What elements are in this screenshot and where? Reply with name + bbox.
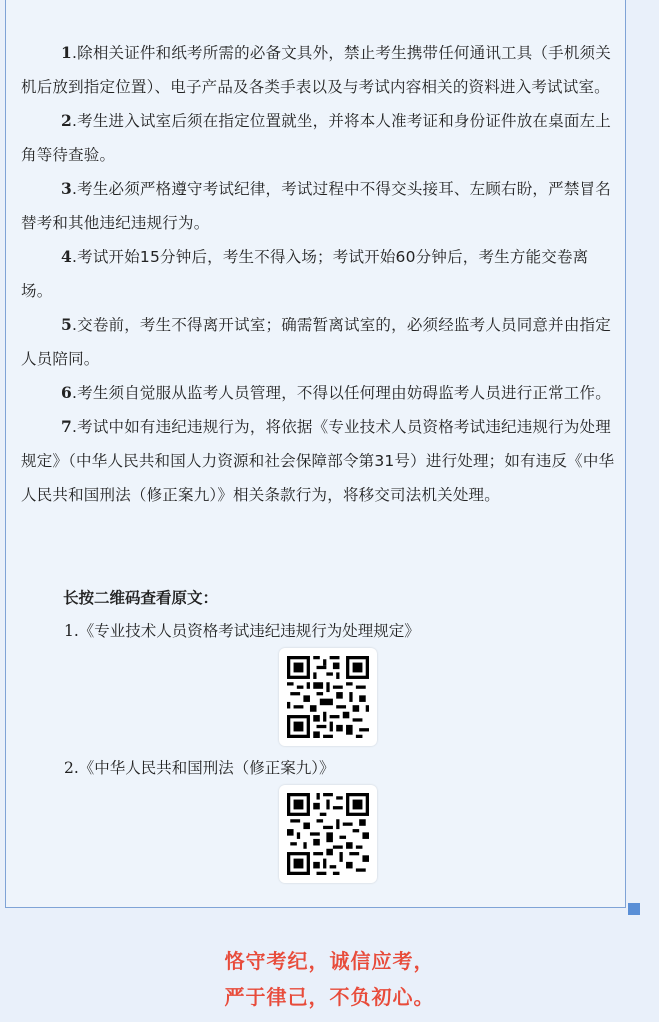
rule-text: .考试中如有违纪违规行为，将依据《专业技术人员资格考试违纪违规行为处理规定》（中华人民共和国人力资源和社会保障部令第31号）进行处理；如有违反《中华人民共和国刑法（修正案九）》相关条款行为，将移交司法机关处理。 — [21, 418, 615, 504]
corner-square — [628, 903, 640, 915]
slogan-line-1: 恪守考纪，诚信应考， — [224, 949, 435, 973]
rule-item — [21, 172, 617, 240]
reference-number: 1. — [64, 622, 79, 640]
rule-text: .除相关证件和纸考所需的必备文具外，禁止考生携带任何通讯工具（手机须关机后放到指定位置）、电子产品及各类手表以及与考试内容相关的资料进入考试试室。 — [21, 44, 611, 96]
rule-item — [21, 36, 617, 104]
reference-item — [64, 617, 420, 645]
reference-title: 《专业技术人员资格考试违纪违规行为处理规定》 — [78, 622, 420, 640]
rule-text: .交卷前，考生不得离开试室；确需暂离试室的，必须经监考人员同意并由指定人员陪同。 — [21, 316, 611, 368]
rule-number: 3 — [61, 179, 72, 198]
rule-number: 4 — [61, 247, 72, 266]
rule-text: .考生必须严格遵守考试纪律，考试过程中不得交头接耳、左顾右盼，严禁冒名替考和其他违纪违规行为。 — [21, 180, 611, 232]
rules-list — [21, 36, 617, 512]
reference-item — [64, 754, 335, 782]
rule-item — [21, 308, 617, 376]
rule-number: 1 — [61, 43, 72, 62]
slogan-line-2: 严于律己，不负初心。 — [224, 985, 435, 1009]
reference-title: 《中华人民共和国刑法（修正案九）》 — [78, 759, 335, 777]
qr-hint-heading: 长按二维码查看原文： — [63, 589, 219, 607]
rule-text: .考生进入试室后须在指定位置就坐，并将本人准考证和身份证件放在桌面左上角等待查验。 — [21, 112, 611, 164]
qr-code-regulation[interactable] — [279, 648, 377, 746]
rule-item — [21, 376, 617, 410]
rule-number: 7 — [61, 417, 72, 436]
qr-code-criminal-law[interactable] — [279, 785, 377, 883]
rule-number: 5 — [61, 315, 72, 334]
rule-text: .考生须自觉服从监考人员管理，不得以任何理由妨碍监考人员进行正常工作。 — [72, 384, 611, 402]
rule-item — [21, 240, 617, 308]
rule-item — [21, 410, 617, 512]
rule-item — [21, 104, 617, 172]
rule-number: 2 — [61, 111, 72, 130]
qr-code-icon — [287, 656, 369, 738]
rule-text: .考试开始15分钟后，考生不得入场；考试开始60分钟后，考生方能交卷离场。 — [21, 248, 589, 300]
reference-number: 2. — [64, 759, 79, 777]
qr-code-icon — [287, 793, 369, 875]
rule-number: 6 — [61, 383, 72, 402]
